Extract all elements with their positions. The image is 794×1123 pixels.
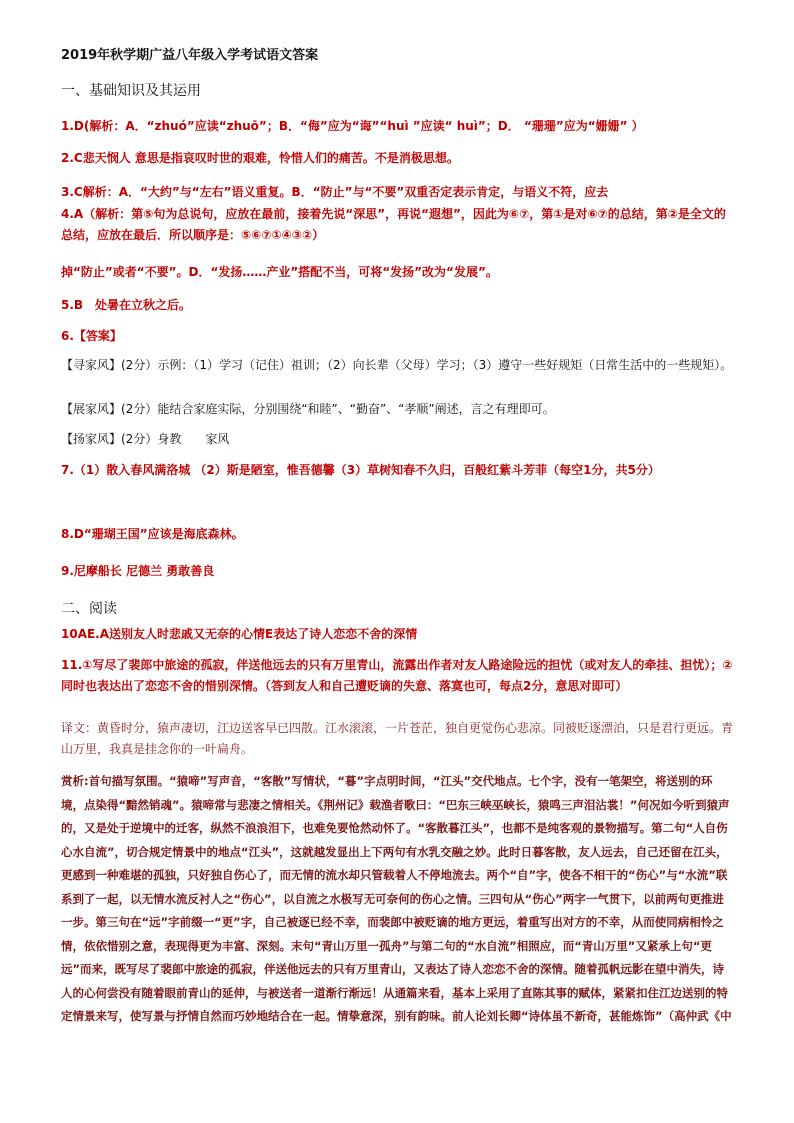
answer-4: 4.A（解析：第⑤句为总说句，应放在最前，接着先说“深思”，再说“遐想”，因此为⑥⑦，第①是对⑥⑦的总结，第②是全文的总结，应放在最后．所以顺序是：⑤⑥⑦①④③②） bbox=[61, 207, 726, 242]
answer-6-part-b: 【展家风】(2分）能结合家庭实际，分别围绕“和睦”、“勤奋”、“孝顺”阐述，言之有理即可。 bbox=[61, 402, 555, 416]
answer-3: 3.C解析：A．“大约”与“左右”语义重复。B．“防止”与“不要”双重否定表示肯定，与语义不符，应去 bbox=[61, 185, 609, 199]
answer-2: 2.C悲天悯人 意思是指哀叹时世的艰难，怜惜人们的痛苦。不是消极思想。 bbox=[61, 151, 459, 165]
section-heading-2: 二、阅读 bbox=[61, 601, 117, 617]
document-title: 2019年秋学期广益八年级入学考试语文答案 bbox=[61, 48, 319, 63]
translation-paragraph: 译文：黄昏时分，猿声凄切，江边送客早已四散。江水滚滚，一片苍茫，独自更觉伤心悲凉。同被贬逐漂泊，只是君行更远。青山万里，我真是挂念你的一叶扁舟。 bbox=[61, 721, 734, 756]
answer-11: 11.①写尽了裴郎中旅途的孤寂，伴送他远去的只有万里青山，流露出作者对友人路途险远的担忧（或对友人的牵挂、担忧）；②同时也表达出了恋恋不舍的惜别深情。（答到友人和自己遭贬谪的失意、落寞也可，每点2分，意思对即可） bbox=[61, 658, 733, 693]
answer-1: 1.D(解析：A．“zhuó”应读“zhuō”；B．“侮”应为“诲”“huì ”应读“ huì”；D． “珊珊”应为“姗姗” ） bbox=[61, 119, 644, 133]
answer-6-part-a: 【寻家风】(2分）示例：（1）学习（记住）祖训；（2）向长辈（父母）学习；（3）遵守一些好规矩（日常生活中的一些规矩）。 bbox=[61, 358, 733, 372]
answer-5: 5.B 处暑在立秋之后。 bbox=[61, 298, 192, 312]
answer-7: 7.（1）散入春风满洛城 （2）斯是陋室，惟吾德馨（3）草树知春不久归，百般红紫斗芳菲（每空1分，共5分） bbox=[61, 463, 660, 477]
answer-6-part-c: 【扬家风】(2分）身教 家风 bbox=[61, 432, 230, 446]
section-heading-1: 一、基础知识及其运用 bbox=[61, 83, 201, 99]
answer-3-continued: 掉“防止”或者“不要”。D．“发扬……产业”搭配不当，可将“发扬”改为“发展”。 bbox=[61, 265, 498, 279]
appreciation-paragraph: 赏析:首句描写氛围。“猿啼”写声音，“客散”写情状，“暮”字点明时间，“江头”交代地点。七个字，没有一笔架空，将送别的环境，点染得“黯然销魂”。猿啼常与悲凄之情相关。《荆州记》载渔者歌曰：“巴东三峡巫峡长，猿鸣三声泪沾裳！”何况如今听到猿声的，又是处于逆境中的迁客，纵然不浪浪泪下，也难免要怆然动怀了。“客散暮江头”，也都不是纯客观的景物描写。第二句“人自伤心水自流”，切合规定情景中的地点“江头”，这就越发显出上下两句有水乳交融之妙。此时日暮客散，友人远去，自己还留在江头，更感到一种难堪的孤独，只好独自伤心了，而无情的流水却只管载着人不停地流去。两个“自”字，使各不相干的“伤心”与“水流”联系到了一起，以无情水流反衬人之“伤心”，以自流之水极写无可奈何的伤心之情。三四句从“伤心”两字一气贯下，以前两句更推进一步。第三句在“远”字前缀一“更”字，自己被逐已经不幸，而裴郎中被贬谪的地方更远，着重写出对方的不幸，从而使同病相怜之情，依依惜别之意，表现得更为丰富、深刻。末句“青山万里一孤舟”与第二句的“水自流”相照应，而“青山万里”又紧承上句“更远”而来，既写尽了裴郎中旅途的孤寂，伴送他远去的只有万里青山，又表达了诗人恋恋不舍的深情。随着孤帆远影在望中消失，诗人的心何尝没有随着眼前青山的延伸，与被送者一道渐行渐远！从通篇来看，基本上采用了直陈其事的赋体，紧紧扣住江边送别的特定情景来写，使写景与抒情自然而巧妙地结合在一起。情挚意深，别有韵味。前人论刘长卿“诗体虽不新奇，甚能炼饰”（高仲武《中 bbox=[61, 774, 732, 1023]
answer-8: 8.D“珊瑚王国”应该是海底森林。 bbox=[61, 527, 244, 541]
answer-6-heading: 6.【答案】 bbox=[61, 329, 122, 343]
answer-9: 9.尼摩船长 尼德兰 勇敢善良 bbox=[61, 564, 215, 578]
answer-10: 10AE.A送别友人时悲戚又无奈的心情E表达了诗人恋恋不舍的深情 bbox=[61, 627, 418, 641]
